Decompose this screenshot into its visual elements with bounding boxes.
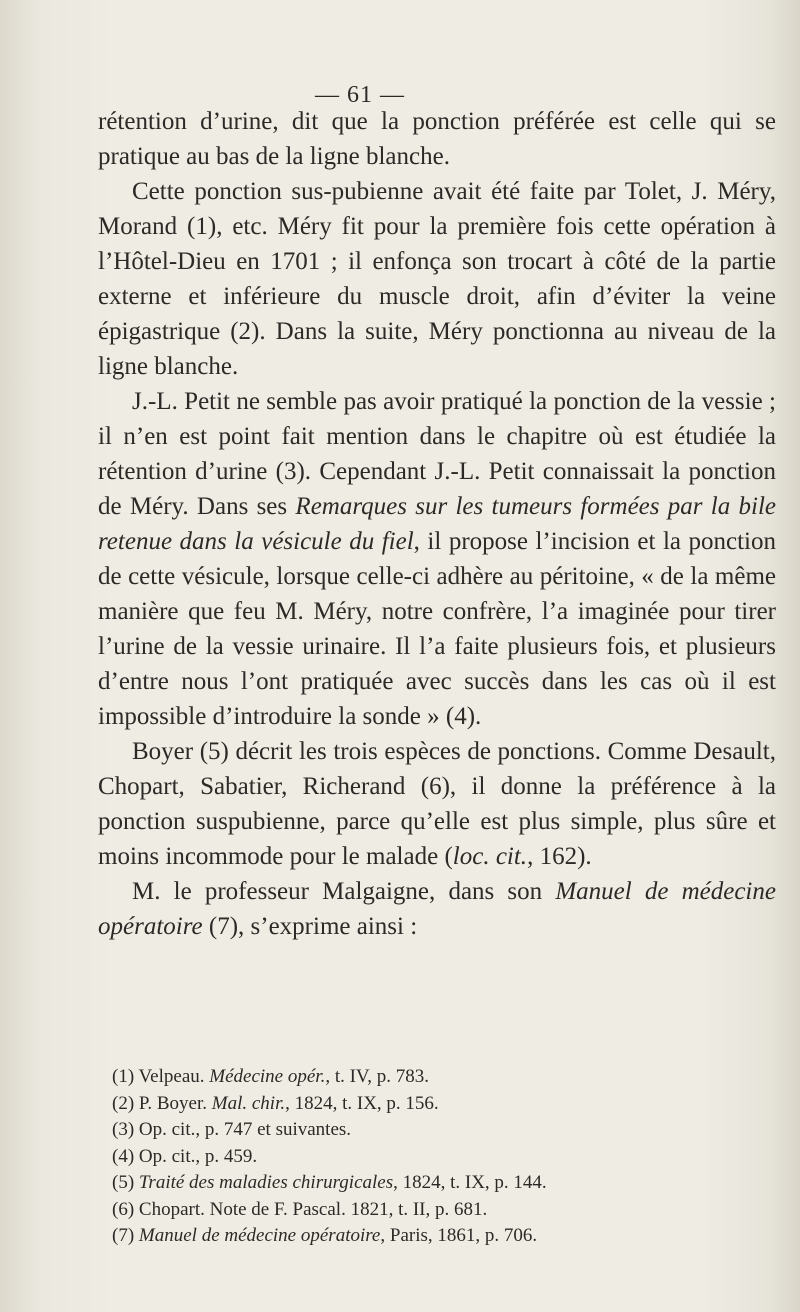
text-segment: , t. IV, p. 783.: [325, 1066, 429, 1087]
footnote: [98, 1064, 778, 1091]
text-segment: (1) Velpeau.: [112, 1066, 210, 1087]
italic-text-segment: Manuel de médecine opératoire: [98, 878, 776, 940]
footnote: [98, 1091, 778, 1118]
paragraph: [98, 174, 776, 384]
footnote: [98, 1197, 778, 1224]
paragraph: [98, 874, 776, 944]
text-segment: (6) Chopart. Note de F. Pascal. 1821, t. II, p. 681.: [112, 1198, 488, 1220]
footnotes: [98, 1064, 778, 1250]
footnote: [98, 1117, 778, 1144]
text-segment: , Paris, 1861, p. 706.: [380, 1225, 538, 1246]
text-segment: (3) Op. cit., p. 747 et suivantes.: [112, 1119, 352, 1140]
paragraph: [98, 734, 776, 874]
italic-text-segment: Remarques sur les tumeurs formées par la bile retenue dans la vésicule du fiel: [98, 493, 776, 555]
italic-text-segment: Médecine opér.: [209, 1066, 326, 1087]
paragraph: [98, 104, 776, 174]
italic-text-segment: Manuel de médecine opératoire: [138, 1225, 381, 1246]
italic-text-segment: Traité des maladies chirurgicales: [138, 1172, 394, 1193]
text-segment: Cette ponction sus-pubienne avait été faite par Tolet, J. Méry, Morand (1), etc. Méry fit pour la première fois cette opération à l’Hôtel-Dieu en 1701 ; il enfonça son trocart à côté de la partie externe et inférieure du muscle droit, afin d’éviter la veine épigastrique (2). Dans la suite, Méry ponctionna au niveau de la ligne blanche.: [98, 178, 776, 380]
footnote: [98, 1223, 778, 1250]
text-segment: J.-L. Petit ne semble pas avoir pratiqué la ponction de la vessie ; il n’en est point fait mention dans le chapitre où est étudiée la rétention d’urine (3). Cependant J.-L. Petit connaissait la ponction de Méry. Dans ses: [98, 388, 776, 520]
page-number: — 61 —: [315, 82, 405, 108]
text-segment: (2) P. Boyer.: [112, 1092, 212, 1114]
text-segment: rétention d’urine, dit que la ponction préférée est celle qui se pratique au bas de la ligne blanche.: [98, 108, 776, 170]
text-segment: Boyer (5) décrit les trois espèces de ponctions. Comme Desault, Chopart, Sabatier, Richerand (6), il donne la préférence à la ponction suspubienne, parce qu’elle est plus simple, plus sûre et moins incommode pour le malade (: [98, 738, 776, 870]
text-segment: M. le professeur Malgaigne, dans son: [132, 878, 556, 905]
text-segment: (7), s’exprime ainsi :: [202, 913, 418, 940]
text-segment: , 162).: [527, 843, 592, 870]
footnote: [98, 1170, 778, 1197]
body-text: [98, 104, 776, 944]
text-segment: (5): [112, 1172, 139, 1193]
text-segment: , 1824, t. IX, p. 156.: [285, 1092, 439, 1114]
text-segment: (4) Op. cit., p. 459.: [112, 1145, 258, 1167]
italic-text-segment: loc. cit.: [452, 843, 528, 870]
text-segment: (7): [112, 1225, 139, 1246]
italic-text-segment: Mal. chir.: [211, 1092, 286, 1114]
text-segment: , 1824, t. IX, p. 144.: [393, 1172, 547, 1193]
footnote: [98, 1144, 778, 1171]
text-segment: , il propose l’incision et la ponction de cette vésicule, lorsque celle-ci adhère au péritoine, « de la même manière que feu M. Méry, notre confrère, l’a imaginée pour tirer l’urine de la vessie urinaire. Il l’a faite plusieurs fois, et plusieurs d’entre nous l’ont pratiquée avec succès dans les cas où il est impossible d’introduire la sonde » (4).: [98, 528, 776, 730]
paragraph: [98, 384, 776, 734]
